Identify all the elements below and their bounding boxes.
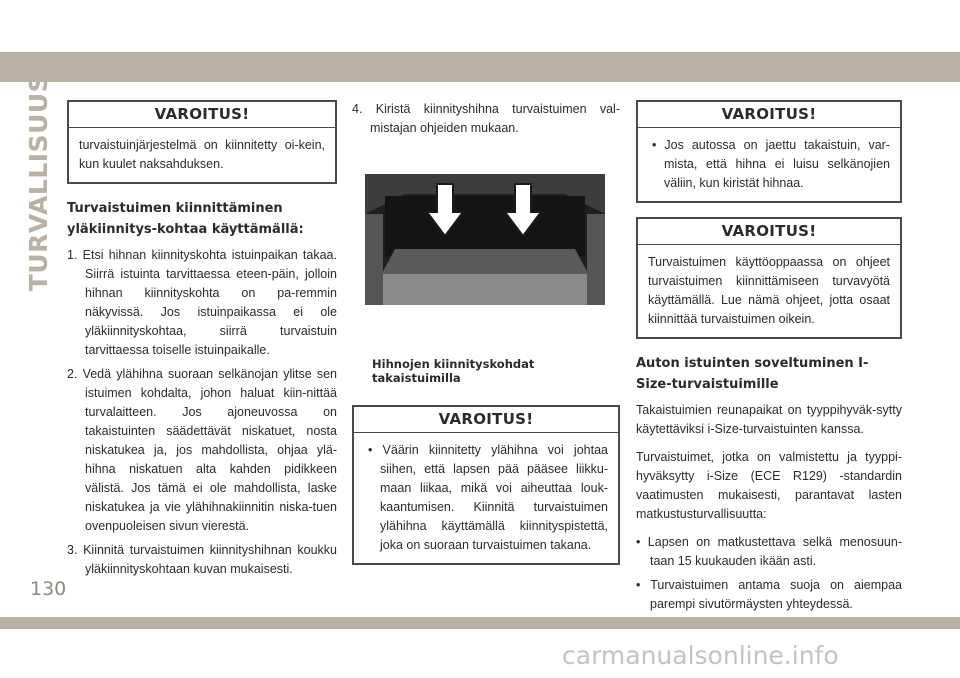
section-heading: Turvaistuimen kiinnittäminen yläkiinnitys-kohtaa käyttämällä: [67,201,304,237]
warning-text: • Jos autossa on jaettu takaistuin, var-mista, että hihna ei luisu selkänojien väliin, kun kiristät hihnaa. [652,138,890,190]
warning-text: • Väärin kiinnitetty ylähihna voi johtaa siihen, että lapsen pää pääsee liikku-maan liikaa, mikä voi aiheuttaa louk-kaantumisen. Kiinnitä turvaistuimen ylähihna käyttämällä kiinnityspistettä, joka on suoraan turvaistuimen takana. [368,443,608,552]
column-1 [67,100,337,584]
section-heading: Auton istuinten soveltuminen I-Size-turvaistuimille [636,356,869,392]
step-2: 2. Vedä ylähihna suoraan selkänojan ylitse sen istuimen kohdalta, johon haluat kiin-nittää turvalaitteen. Jos ajoneuvossa on takaistuinten säädettävät niskatuet, nosta niskatukea ja, jos mahdollista, ohjaa ylä-hihna niskatuen alta kahden pidikkeen välistä. Jos tämä ei ole mahdollista, laske niskatukea ja vie ylähihnakiinnitin niska-tuen ovenpuoleisen sivun vierestä. [67,367,337,533]
warning-text: Turvaistuimen käyttöoppaassa on ohjeet turvaistuimen kiinnittämiseen turvavyötä käyttämällä. Lue nämä ohjeet, jotta osaat kiinnittää turvaistuimen oikein. [648,255,890,326]
footer-band [0,617,960,629]
figure-caption: Hihnojen kiinnityskohdat takaistuimilla [372,357,535,385]
header-band [0,52,960,82]
warning-title: VAROITUS! [69,102,335,128]
paragraph: Turvaistuimet, jotka on valmistettu ja tyyppi-hyväksytty i-Size (ECE R129) -standardin vaatimusten mukaisesti, parantavat lasten matkustusturvallisuutta: [636,450,902,521]
warning-title: VAROITUS! [638,219,900,245]
column-2 [352,100,620,579]
warning-title: VAROITUS! [354,407,618,433]
bullet-item: • Lapsen on matkustettava selkä menosuun-taan 15 kuukauden ikään asti. [636,535,902,568]
step-3: 3. Kiinnitä turvaistuimen kiinnityshihnan koukku yläkiinnityskohtaan kuvan mukaisesti. [67,543,337,576]
paragraph: Takaistuimien reunapaikat on tyyppihyväk-sytty käytettäviksi i-Size-turvaistuinten kanssa. [636,403,902,436]
page-number: 130 [30,578,67,600]
warning-box [636,100,902,203]
cargo-area-photo [365,174,605,305]
section-side-label: TURVALLISUUS [24,73,54,291]
step-1: 1. Etsi hihnan kiinnityskohta istuinpaikan takaa. Siirrä istuinta tarvittaessa eteen-päin, jolloin hihnan kiinnityskohta on pa-remmin näkyvissä. Jos istuinpaikassa ei ole yläkiinnityskohtaa, siirrä turvaistuin tarvittaessa toiselle istuinpaikalle. [67,248,337,357]
car-cargo-area-with-down-arrows-icon [365,174,605,305]
warning-box [352,405,620,565]
watermark: carmanualsonline.info [562,641,839,670]
warning-text: turvaistuinjärjestelmä on kiinnitetty oi-kein, kun kuulet naksahduksen. [79,138,325,171]
step-4: 4. Kiristä kiinnityshihna turvaistuimen val-mistajan ohjeiden mukaan. [352,102,620,135]
bullet-item: • Turvaistuimen antama suoja on aiempaa parempi sivutörmäysten yhteydessä. [636,578,902,611]
column-3 [636,100,902,619]
warning-title: VAROITUS! [638,102,900,128]
warning-box [67,100,337,184]
warning-box [636,217,902,339]
